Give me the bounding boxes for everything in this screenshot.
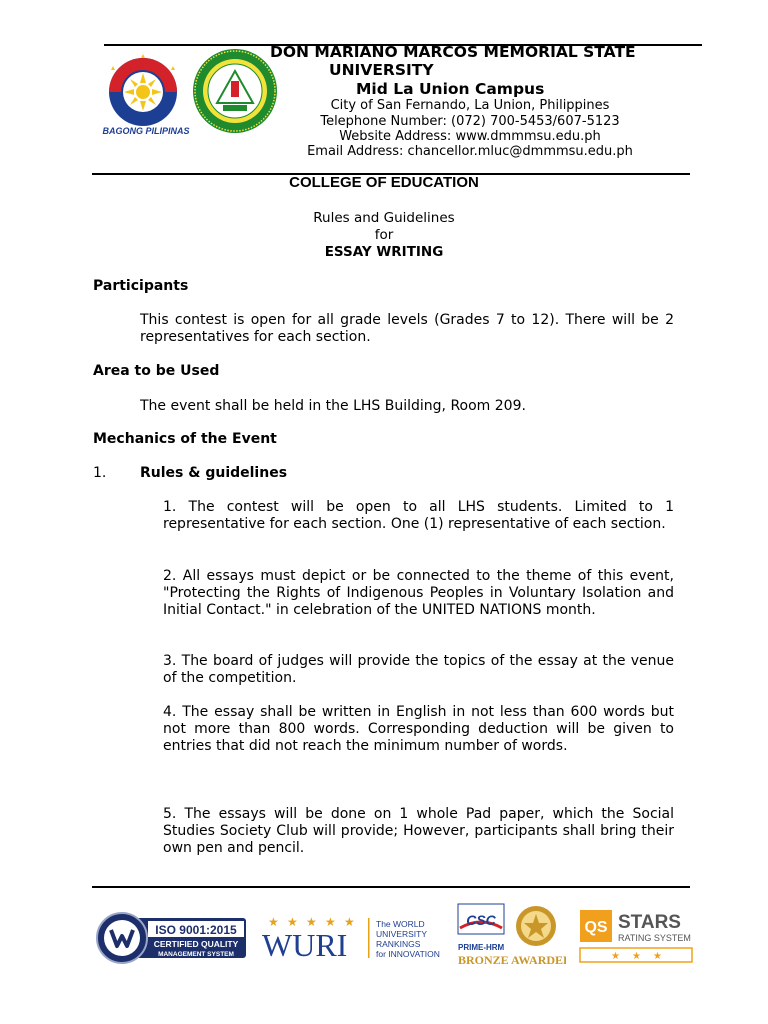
university-name-line1: DON MARIANO MARCOS MEMORIAL STATE [270, 43, 636, 61]
wuri-text1: The WORLD [376, 919, 425, 929]
email-address: Email Address: chancellor.mluc@dmmmsu.edu.ph [307, 144, 633, 159]
rule-item-2: 2. All essays must depict or be connected to the theme of this event, "Protecting the Rights of Indigenous Peoples in Voluntary Isolation and Initial Contact." in celebration of the UNITED NATIONS month. [163, 568, 674, 618]
rule-item-5: 5. The essays will be done on 1 whole Pad paper, which the Social Studies Society Club will provide; However, participants shall bring their own pen and pencil. [163, 806, 674, 856]
svg-text:★: ★ [653, 951, 662, 962]
svg-text:★: ★ [611, 951, 620, 962]
rules-number: 1. [93, 465, 107, 481]
bagong-pilipinas-text: BAGONG PILIPINAS [102, 126, 190, 136]
wuri-text2: UNIVERSITY [376, 929, 428, 939]
svg-text:★: ★ [287, 915, 298, 929]
rule-item-4: 4. The essay shall be written in English in not less than 600 words but not more than 800 words. Corresponding deduction will be given to entries that did not reach the minimum number of words. [163, 704, 674, 754]
website-address: Website Address: www.dmmmsu.edu.ph [339, 129, 601, 144]
qs-rating-text: RATING SYSTEM [618, 933, 691, 943]
rule-item-3: 3. The board of judges will provide the topics of the essay at the venue of the competition. [163, 653, 674, 686]
wuri-text4: for INNOVATION [376, 949, 440, 959]
doc-title-line2: for [374, 227, 394, 243]
csc-prime-hrm-logo [456, 902, 566, 968]
university-name-line2: UNIVERSITY [329, 61, 434, 79]
mechanics-heading: Mechanics of the Event [93, 431, 277, 447]
rules-heading: Rules & guidelines [140, 465, 288, 481]
campus-name: Mid La Union Campus [356, 80, 545, 98]
participants-text: This contest is open for all grade levels (Grades 7 to 12). There will be 2 representatives for each section. [140, 312, 674, 345]
svg-text:★: ★ [344, 915, 355, 929]
bagong-pilipinas-logo [100, 52, 192, 138]
area-text: The event shall be held in the LHS Building, Room 209. [140, 398, 526, 414]
iso-title: ISO 9001:2015 [155, 923, 237, 937]
svg-text:★: ★ [306, 915, 317, 929]
participants-heading: Participants [93, 278, 189, 294]
wuri-logo [260, 912, 450, 962]
doc-title-line3: ESSAY WRITING [324, 244, 444, 260]
svg-text:★: ★ [325, 915, 336, 929]
iso-sub2: MANAGEMENT SYSTEM [158, 951, 234, 958]
qs-stars-text: STARS [618, 912, 681, 933]
csc-prime: PRIME-HRM [458, 943, 505, 952]
csc-wordmark: CSC [466, 912, 496, 928]
svg-text:★: ★ [632, 951, 641, 962]
iso-sub1: CERTIFIED QUALITY [153, 939, 239, 949]
telephone-number: Telephone Number: (072) 700-5453/607-5123 [320, 114, 620, 129]
iso-certification-logo [96, 912, 248, 964]
qs-stars-logo [578, 908, 696, 964]
rule-item-1: 1. The contest will be open to all LHS students. Limited to 1 representative for each section. One (1) representative of each section. [163, 499, 674, 532]
footer-rule [92, 886, 690, 888]
csc-award: BRONZE AWARDEE [458, 953, 566, 967]
area-heading: Area to be Used [93, 363, 220, 379]
wuri-text3: RANKINGS [376, 939, 421, 949]
college-title: COLLEGE OF EDUCATION [289, 174, 479, 191]
city-address: City of San Fernando, La Union, Philippines [330, 98, 610, 113]
wuri-wordmark: WURI [262, 927, 348, 962]
svg-text:★: ★ [268, 915, 279, 929]
doc-title-line1: Rules and Guidelines [313, 210, 455, 226]
qs-wordmark: QS [584, 919, 608, 936]
